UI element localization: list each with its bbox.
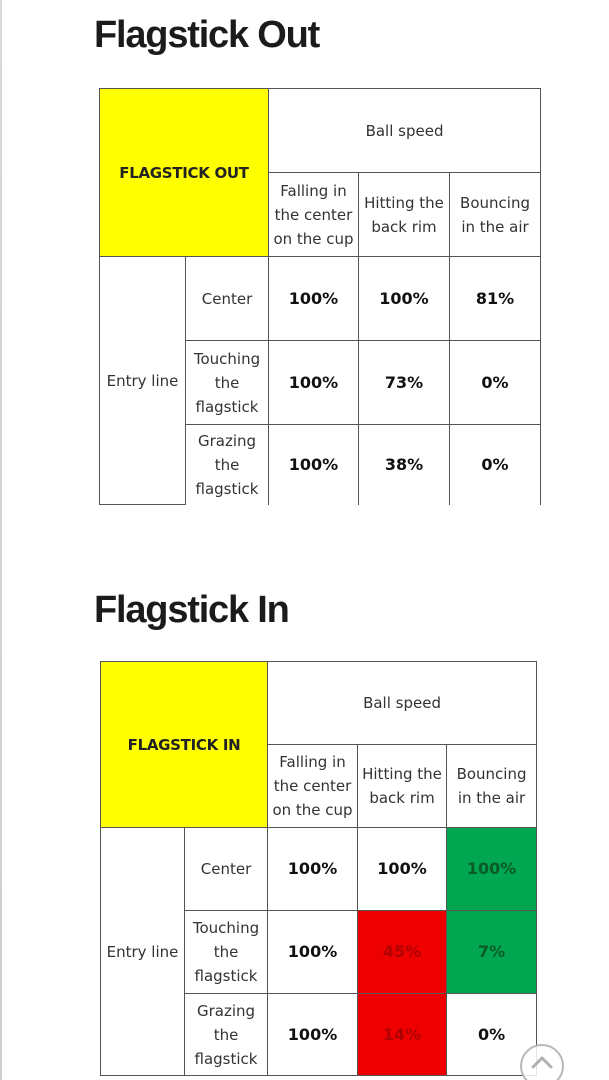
speed-col-bouncing bbox=[450, 173, 541, 257]
header-line: on the cup bbox=[272, 801, 353, 819]
speed-col-back-rim bbox=[359, 173, 450, 257]
row-label-line: flagstick bbox=[194, 1049, 258, 1068]
value-cell-green: 100% bbox=[447, 828, 537, 911]
section-title-flagstick-in: Flagstick In bbox=[94, 589, 289, 631]
row-label-line: the bbox=[213, 1025, 239, 1044]
row-label-line: flagstick bbox=[194, 967, 258, 985]
row-label-line: Grazing bbox=[197, 431, 257, 450]
row-label-touching bbox=[185, 911, 268, 994]
header-line: back rim bbox=[371, 217, 437, 236]
flagstick-out-table bbox=[99, 88, 541, 505]
speed-col-bouncing bbox=[447, 745, 537, 828]
value-cell: 100% bbox=[269, 257, 359, 341]
row-label-center bbox=[185, 828, 268, 911]
row-label-line: Grazing bbox=[196, 1001, 256, 1020]
speed-col-falling bbox=[268, 745, 358, 828]
entry-line-label: Entry line bbox=[100, 257, 186, 505]
speed-col-back-rim bbox=[358, 745, 447, 828]
row-label-grazing bbox=[185, 994, 268, 1076]
scroll-to-top-button[interactable] bbox=[520, 1044, 564, 1080]
header-line: back rim bbox=[369, 789, 435, 807]
header-line: Bouncing bbox=[456, 765, 527, 783]
header-line: Falling in bbox=[280, 181, 347, 200]
value-cell: 100% bbox=[268, 828, 358, 911]
left-divider bbox=[0, 0, 2, 1080]
value-cell: 100% bbox=[268, 911, 358, 994]
value-cell: 38% bbox=[359, 425, 450, 505]
row-label-line: Center bbox=[200, 860, 252, 878]
section-title-flagstick-out: Flagstick Out bbox=[94, 14, 320, 56]
value-cell: 81% bbox=[450, 257, 541, 341]
row-label-line: the bbox=[214, 455, 240, 474]
flagstick-in-table bbox=[100, 661, 537, 1076]
header-line: Hitting the bbox=[362, 765, 442, 783]
row-label-line: Touching bbox=[193, 349, 261, 368]
corner-label: FLAGSTICK OUT bbox=[100, 89, 269, 257]
row-label-line: flagstick bbox=[195, 397, 259, 416]
ball-speed-header: Ball speed bbox=[268, 662, 537, 745]
header-line: Bouncing bbox=[460, 193, 530, 212]
header-line: the center bbox=[274, 205, 353, 224]
row-label-center bbox=[186, 257, 269, 341]
row-label-line: the bbox=[213, 943, 239, 961]
header-line: in the air bbox=[457, 789, 526, 807]
header-line: in the air bbox=[461, 217, 529, 236]
corner-label: FLAGSTICK IN bbox=[101, 662, 268, 828]
chevron-up-icon bbox=[530, 1052, 554, 1070]
value-cell-red: 14% bbox=[358, 994, 447, 1076]
header-line: Falling in bbox=[279, 753, 346, 771]
value-cell: 0% bbox=[447, 994, 537, 1076]
row-label-line: Touching bbox=[192, 919, 260, 937]
row-label-line: the bbox=[214, 373, 240, 392]
value-cell: 100% bbox=[269, 341, 359, 425]
entry-line-label: Entry line bbox=[101, 828, 185, 1076]
row-label-grazing bbox=[186, 425, 269, 505]
value-cell: 100% bbox=[359, 257, 450, 341]
value-cell: 100% bbox=[268, 994, 358, 1076]
header-line: the center bbox=[273, 777, 352, 795]
header-line: Hitting the bbox=[364, 193, 444, 212]
speed-col-falling bbox=[269, 173, 359, 257]
row-label-line: Center bbox=[201, 289, 253, 308]
value-cell-green: 7% bbox=[447, 911, 537, 994]
value-cell: 100% bbox=[358, 828, 447, 911]
value-cell: 0% bbox=[450, 425, 541, 505]
value-cell-red: 45% bbox=[358, 911, 447, 994]
value-cell: 0% bbox=[450, 341, 541, 425]
header-line: on the cup bbox=[273, 229, 354, 248]
ball-speed-header: Ball speed bbox=[269, 89, 541, 173]
value-cell: 100% bbox=[269, 425, 359, 505]
row-label-line: flagstick bbox=[195, 479, 259, 498]
row-label-touching bbox=[186, 341, 269, 425]
value-cell: 73% bbox=[359, 341, 450, 425]
